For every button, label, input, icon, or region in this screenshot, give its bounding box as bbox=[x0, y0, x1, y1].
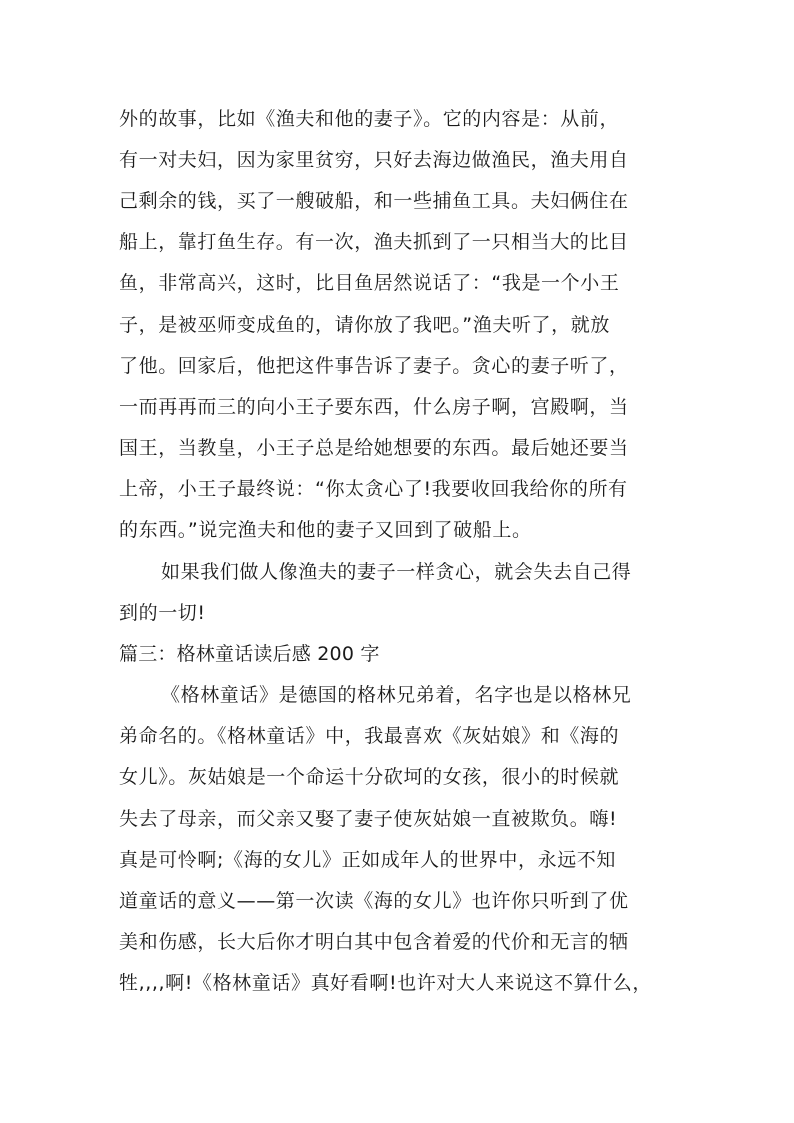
paragraph-line: 真是可怜啊;《海的女儿》正如成年人的世界中，永远不知 bbox=[119, 849, 617, 871]
paragraph-line: 美和伤感，长大后你才明白其中包含着爱的代价和无言的牺 bbox=[119, 931, 629, 953]
paragraph-line: 外的故事，比如《渔夫和他的妻子》。它的内容是：从前， bbox=[119, 108, 620, 130]
paragraph-line: 船上，靠打鱼生存。有一次，渔夫抓到了一只相当大的比目 bbox=[119, 231, 629, 253]
paragraph-line: 到的一切! bbox=[119, 602, 206, 624]
section-heading: 篇三：格林童话读后感 200 字 bbox=[119, 643, 380, 665]
paragraph-line: 鱼，非常高兴，这时，比目鱼居然说话了：“我是一个小王 bbox=[119, 272, 620, 294]
paragraph-line: 一而再再而三的向小王子要东西，什么房子啊，宫殿啊，当 bbox=[119, 396, 629, 418]
paragraph-line: 如果我们做人像渔夫的妻子一样贪心，就会失去自己得 bbox=[161, 561, 632, 583]
paragraph-line: 有一对夫妇，因为家里贫穷，只好去海边做渔民，渔夫用自 bbox=[119, 149, 629, 171]
paragraph-line: 上帝，小王子最终说：“你太贪心了!我要收回我给你的所有 bbox=[119, 478, 628, 500]
paragraph-line: 己剩余的钱，买了一艘破船，和一些捕鱼工具。夫妇俩住在 bbox=[119, 190, 629, 212]
paragraph-line: 牲,,,,啊!《格林童话》真好看啊!也许对大人来说这不算什么， bbox=[119, 972, 652, 994]
paragraph-line: 国王，当教皇，小王子总是给她想要的东西。最后她还要当 bbox=[119, 437, 629, 459]
paragraph-line: 道童话的意义——第一次读《海的女儿》也许你只听到了优 bbox=[119, 890, 629, 912]
paragraph-line: 的东西。”说完渔夫和他的妻子又回到了破船上。 bbox=[119, 519, 532, 541]
paragraph-line: 失去了母亲，而父亲又娶了妻子使灰姑娘一直被欺负。嗨! bbox=[119, 808, 618, 830]
paragraph-line: 弟命名的。《格林童话》中，我最喜欢《灰姑娘》和《海的 bbox=[119, 725, 620, 747]
paragraph-line: 女儿》。灰姑娘是一个命运十分砍坷的女孩，很小的时候就 bbox=[119, 766, 620, 788]
paragraph-line: 子，是被巫师变成鱼的，请你放了我吧。”渔夫听了，就放 bbox=[119, 314, 610, 336]
paragraph-line: 《格林童话》是德国的格林兄弟着，名字也是以格林兄 bbox=[161, 684, 632, 706]
paragraph-line: 了他。回家后，他把这件事告诉了妻子。贪心的妻子听了， bbox=[119, 355, 629, 377]
